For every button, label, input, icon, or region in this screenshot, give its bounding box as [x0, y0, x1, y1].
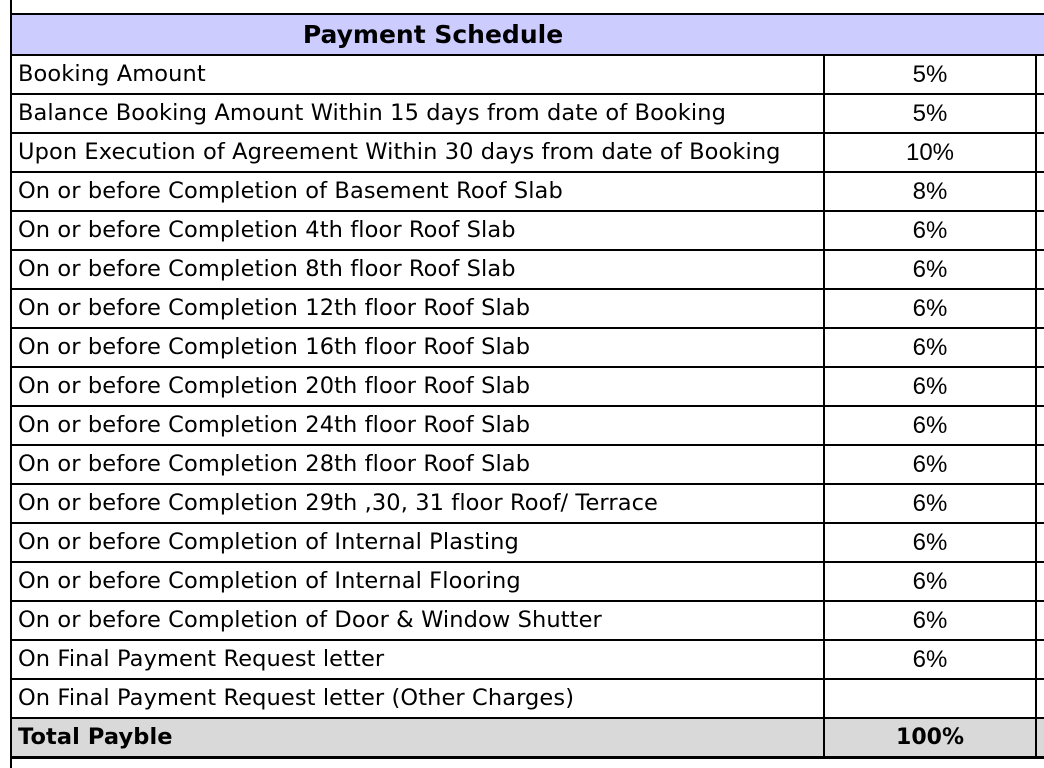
row-label: On or before Completion 20th floor Roof Slab [18, 373, 531, 399]
table-row [10, 680, 1044, 719]
table-row [10, 563, 1044, 602]
table-row [10, 95, 1044, 134]
total-label: Total Payble [18, 724, 173, 750]
row-label: On or before Completion 16th floor Roof Slab [18, 334, 531, 360]
row-label: Booking Amount [18, 61, 206, 87]
table-header [10, 13, 1044, 56]
table-row [10, 602, 1044, 641]
row-label: On Final Payment Request letter (Other Charges) [18, 685, 575, 711]
total-percentage: 100% [823, 719, 1037, 756]
row-percentage: 6% [823, 329, 1037, 366]
row-percentage [823, 680, 1037, 717]
row-percentage: 6% [823, 485, 1037, 522]
row-percentage: 10% [823, 134, 1037, 171]
row-percentage: 6% [823, 446, 1037, 483]
row-percentage: 6% [823, 563, 1037, 600]
table-row [10, 446, 1044, 485]
row-percentage: 6% [823, 641, 1037, 678]
row-label: On or before Completion of Basement Roof Slab [18, 178, 563, 204]
table-row [10, 134, 1044, 173]
table-row [10, 368, 1044, 407]
table-row [10, 251, 1044, 290]
row-label: Balance Booking Amount Within 15 days from date of Booking [18, 100, 727, 126]
row-percentage: 6% [823, 212, 1037, 249]
row-label: Upon Execution of Agreement Within 30 days from date of Booking [18, 139, 781, 165]
table-row [10, 56, 1044, 95]
row-percentage: 6% [823, 251, 1037, 288]
row-label: On or before Completion of Internal Plasting [18, 529, 519, 555]
row-percentage: 6% [823, 602, 1037, 639]
table-row [10, 524, 1044, 563]
row-label: On or before Completion of Door & Window Shutter [18, 607, 602, 633]
row-percentage: 6% [823, 290, 1037, 327]
row-label: On or before Completion 12th floor Roof Slab [18, 295, 531, 321]
table-row [10, 641, 1044, 680]
table-bottom-border [10, 757, 1044, 759]
row-percentage: 6% [823, 368, 1037, 405]
row-percentage: 6% [823, 524, 1037, 561]
row-label: On or before Completion 29th ,30, 31 floor Roof/ Terrace [18, 490, 658, 516]
table-row [10, 212, 1044, 251]
row-percentage: 6% [823, 407, 1037, 444]
row-percentage: 5% [823, 95, 1037, 132]
total-row [10, 717, 1044, 758]
table-row [10, 329, 1044, 368]
row-label: On or before Completion 8th floor Roof Slab [18, 256, 516, 282]
row-label: On or before Completion of Internal Flooring [18, 568, 521, 594]
row-label: On or before Completion 28th floor Roof Slab [18, 451, 531, 477]
row-percentage: 5% [823, 56, 1037, 93]
row-label: On Final Payment Request letter [18, 646, 385, 672]
table-row [10, 173, 1044, 212]
row-percentage: 8% [823, 173, 1037, 210]
table-row [10, 407, 1044, 446]
table-row [10, 290, 1044, 329]
table-row [10, 485, 1044, 524]
row-label: On or before Completion 24th floor Roof Slab [18, 412, 531, 438]
table-title: Payment Schedule [302, 20, 564, 49]
row-label: On or before Completion 4th floor Roof Slab [18, 217, 516, 243]
